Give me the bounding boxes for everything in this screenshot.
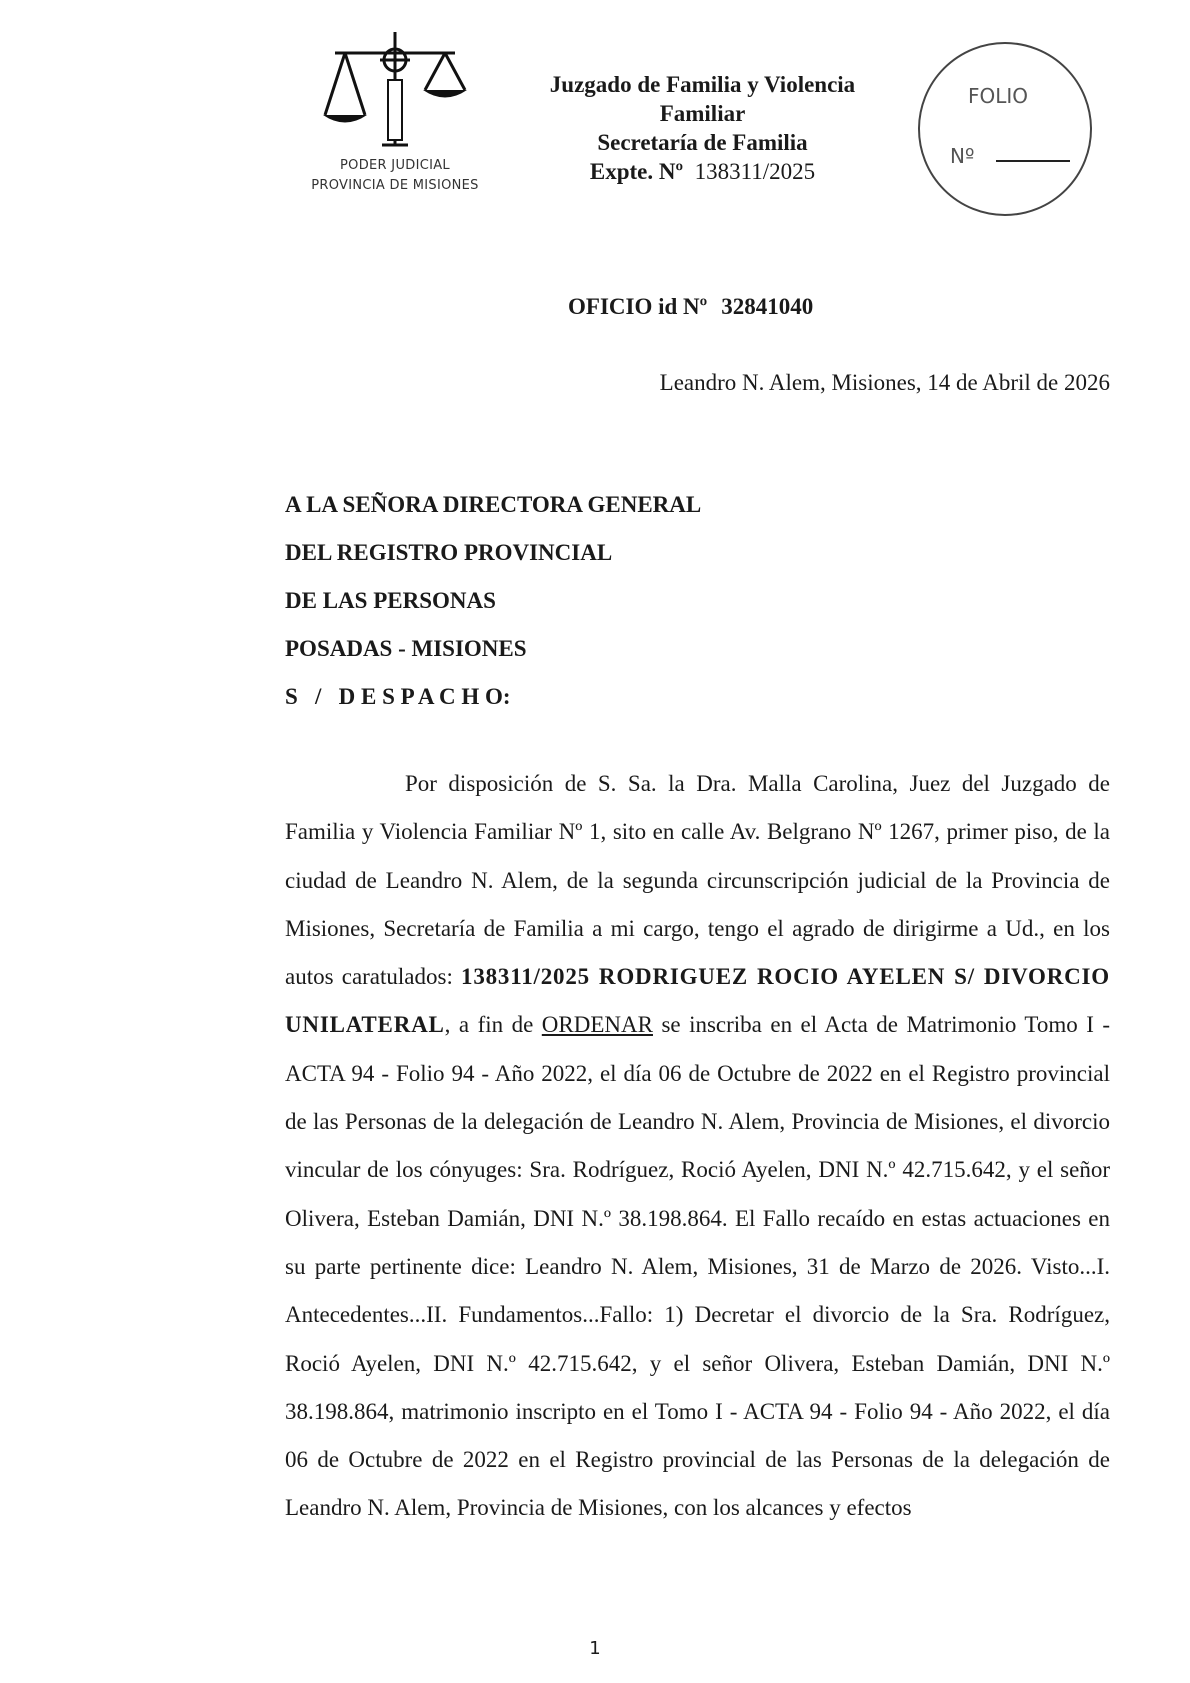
addressee-line5: S / D E S P A C H O: — [285, 684, 511, 709]
body-part3: se inscriba en el Acta de Matrimonio Tomo I - ACTA 94 - Folio 94 - Año 2022, el día 06 de Octubre de 2022 en el Registro provincial de las Personas de la delegación de Leandro N. Alem, Provincia de Misiones, el divorcio vincular de los cónyuges: Sra. Rodríguez, Roció Ayelen, DNI N.º 42.715.642, y el señor Olivera, Esteban Damián, DNI N.º 38.198.864. El Fallo recaído en estas actuaciones en su parte pertinente dice: Leandro N. Alem, Misiones, 31 de Marzo de 2026. Visto...I. Antecedentes...II. Fundamentos...Fallo: 1) Decretar el divorcio de la Sra. Rodríguez, Roció Ayelen, DNI N.º 42.715.642, y el señor Olivera, Esteban Damián, DNI N.º 38.198.864, matrimonio inscripto en el Tomo I - ACTA 94 - Folio 94 - Año 2022, el día 06 de Octubre de 2022 en el Registro provincial de las Personas de la delegación de Leandro N. Alem, Provincia de Misiones, con los alcances y efectos — [285, 1012, 1111, 1521]
case-caption: 138311/2025 RODRIGUEZ ROCIO AYELEN S/ DIVORCIO UNILATERAL — [285, 964, 1110, 1038]
addressee-line4: POSADAS - MISIONES — [285, 636, 527, 661]
body-part2: , a fin de — [444, 1012, 542, 1038]
addressee-block — [285, 490, 701, 730]
document-date: Leandro N. Alem, Misiones, 14 de Abril de 2026 — [659, 370, 1110, 395]
court-header — [500, 70, 905, 186]
page-number: 1 — [589, 1638, 601, 1659]
folio-label: FOLIO — [968, 84, 1029, 108]
secretariat-name: Secretaría de Familia — [597, 130, 808, 155]
court-name-line1: Juzgado de Familia y Violencia — [549, 72, 856, 97]
body-text — [285, 760, 1110, 1533]
ordenar-word: ORDENAR — [541, 1012, 653, 1038]
folio-number-blank — [996, 160, 1070, 162]
case-file-label: Expte. Nº — [589, 159, 684, 184]
case-file-number: 138311/2025 — [694, 159, 816, 184]
oficio-label: OFICIO id Nº — [568, 294, 708, 319]
body-paragraph — [285, 760, 1110, 1533]
addressee-line2: DEL REGISTRO PROVINCIAL — [285, 540, 613, 565]
scales-of-justice-icon — [320, 30, 470, 155]
logo-text-line1: PODER JUDICIAL — [340, 158, 450, 173]
court-name-line2: Familiar — [659, 101, 746, 126]
addressee-line3: DE LAS PERSONAS — [285, 588, 496, 613]
folio-stamp — [918, 42, 1092, 216]
logo-text-line2: PROVINCIA DE MISIONES — [311, 178, 479, 193]
case-file-line — [500, 157, 905, 186]
folio-number-label: Nº — [950, 144, 975, 168]
oficio-id — [568, 294, 813, 320]
judicial-logo — [295, 30, 495, 210]
oficio-number: 32841040 — [721, 294, 814, 319]
addressee-line1: A LA SEÑORA DIRECTORA GENERAL — [285, 492, 702, 517]
body-part1: Por disposición de S. Sa. la Dra. Malla Carolina, Juez del Juzgado de Familia y Violencia Familiar Nº 1, sito en calle Av. Belgrano Nº 1267, primer piso, de la ciudad de Leandro N. Alem, de la segunda circunscripción judicial de la Provincia de Misiones, Secretaría de Familia a mi cargo, tengo el agrado de dirigirme a Ud., en los autos caratulados: — [285, 771, 1110, 990]
